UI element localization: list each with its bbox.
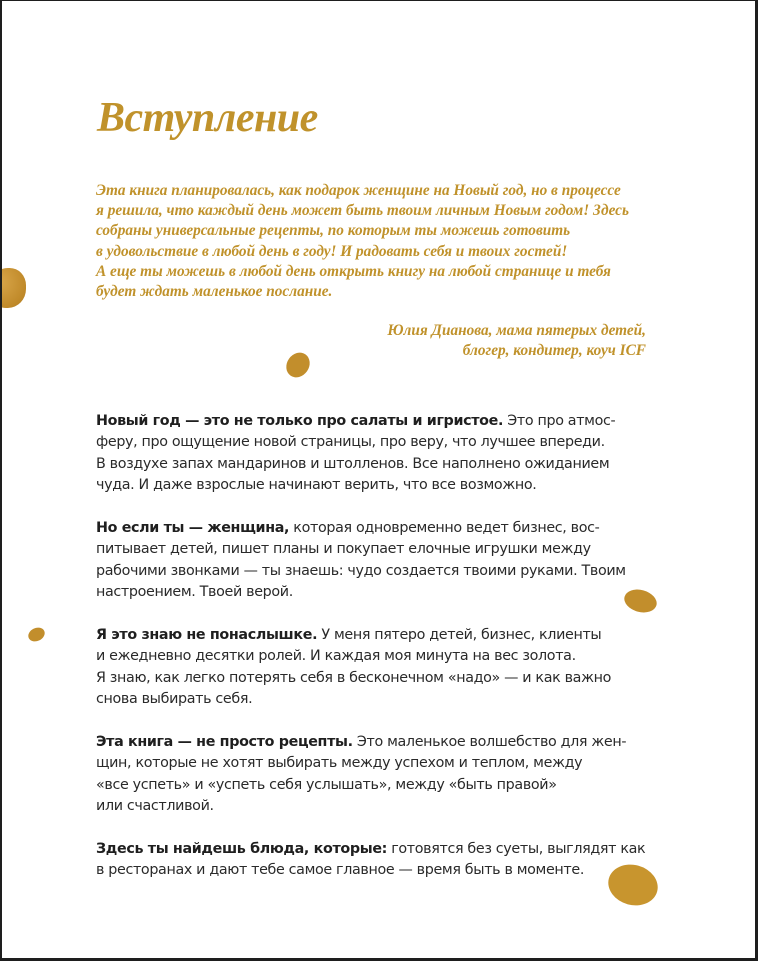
paragraph-lead: Я это знаю не понаслышке. — [96, 627, 318, 644]
intro-line: я решила, что каждый день может быть твоим личным Новым годом! Здесь — [96, 202, 629, 220]
paragraph-line: снова выбирать себя. — [96, 691, 253, 708]
paragraph — [96, 411, 656, 497]
intro-line: Эта книга планировалась, как подарок женщине на Новый год, но в процессе — [96, 182, 621, 199]
signature-line: Юлия Дианова, мама пятерых детей, — [387, 322, 646, 339]
paragraph — [96, 732, 656, 818]
paragraph-line: «все успеть» и «успеть себя услышать», между «быть правой» — [96, 776, 557, 793]
paragraph-text: готовятся без суеты, выглядят как — [387, 841, 646, 858]
intro-line: будет ждать маленькое послание. — [96, 283, 333, 301]
document-page — [2, 1, 755, 958]
paragraph-line: в ресторанах и дают тебе самое главное — время быть в моменте. — [96, 862, 585, 879]
paragraph-text: Это маленькое волшебство для жен- — [352, 734, 627, 751]
gold-drop-decoration — [26, 625, 47, 644]
paragraph — [96, 625, 656, 711]
author-signature — [387, 321, 646, 361]
paragraph-lead: Но если ты — женщина, — [96, 520, 290, 537]
paragraph-text: Это про атмос- — [503, 413, 616, 429]
intro-line: в удовольствие в любой день в году! И радовать себя и твоих гостей! — [96, 242, 568, 260]
paragraph-line — [96, 518, 656, 539]
signature-line: блогер, кондитер, коуч ICF — [462, 342, 646, 360]
paragraph-lead: Здесь ты найдешь блюда, которые: — [96, 841, 388, 858]
paragraph-line: В воздухе запах мандаринов и штолленов. Все наполнено ожиданием — [96, 455, 610, 472]
intro-line: собраны универсальные рецепты, по которым ты можешь готовить — [96, 222, 571, 240]
body-text — [96, 411, 656, 903]
paragraph-line: чуда. И даже взрослые начинают верить, что все возможно. — [96, 477, 537, 494]
paragraph-line: питывает детей, пишет планы и покупает елочные игрушки между — [96, 541, 591, 558]
paragraph-line — [96, 839, 656, 860]
paragraph — [96, 518, 656, 604]
paragraph-text: У меня пятеро детей, бизнес, клиенты — [317, 627, 602, 644]
paragraph-line: и ежедневно десятки ролей. И каждая моя минута на вес золота. — [96, 648, 576, 665]
gold-drop-decoration — [282, 348, 315, 382]
intro-line: А еще ты можешь в любой день открыть книгу на любой странице и тебя — [96, 262, 611, 280]
paragraph-lead: Эта книга — не просто рецепты. — [96, 734, 353, 751]
paragraph-line: или счастливой. — [96, 798, 214, 815]
paragraph-lead: Новый год — это не только про салаты и игристое. — [96, 413, 504, 429]
paragraph — [96, 839, 656, 882]
paragraph-line — [96, 625, 656, 646]
paragraph-line — [96, 732, 656, 753]
paragraph-line — [96, 411, 656, 432]
paragraph-line: рабочими звонками — ты знаешь: чудо создается твоими руками. Твоим — [96, 562, 626, 579]
paragraph-line: настроением. Твоей верой. — [96, 584, 293, 601]
paragraph-line: феру, про ощущение новой страницы, про веру, что лучшее впереди. — [96, 434, 605, 451]
gold-drop-decoration — [2, 268, 26, 308]
paragraph-line: щин, которые не хотят выбирать между успехом и теплом, между — [96, 755, 583, 772]
intro-epigraph — [96, 181, 656, 302]
paragraph-line: Я знаю, как легко потерять себя в бесконечном «надо» — и как важно — [96, 669, 612, 686]
paragraph-text: которая одновременно ведет бизнес, вос- — [289, 520, 600, 537]
page-title: Вступление — [97, 95, 318, 141]
